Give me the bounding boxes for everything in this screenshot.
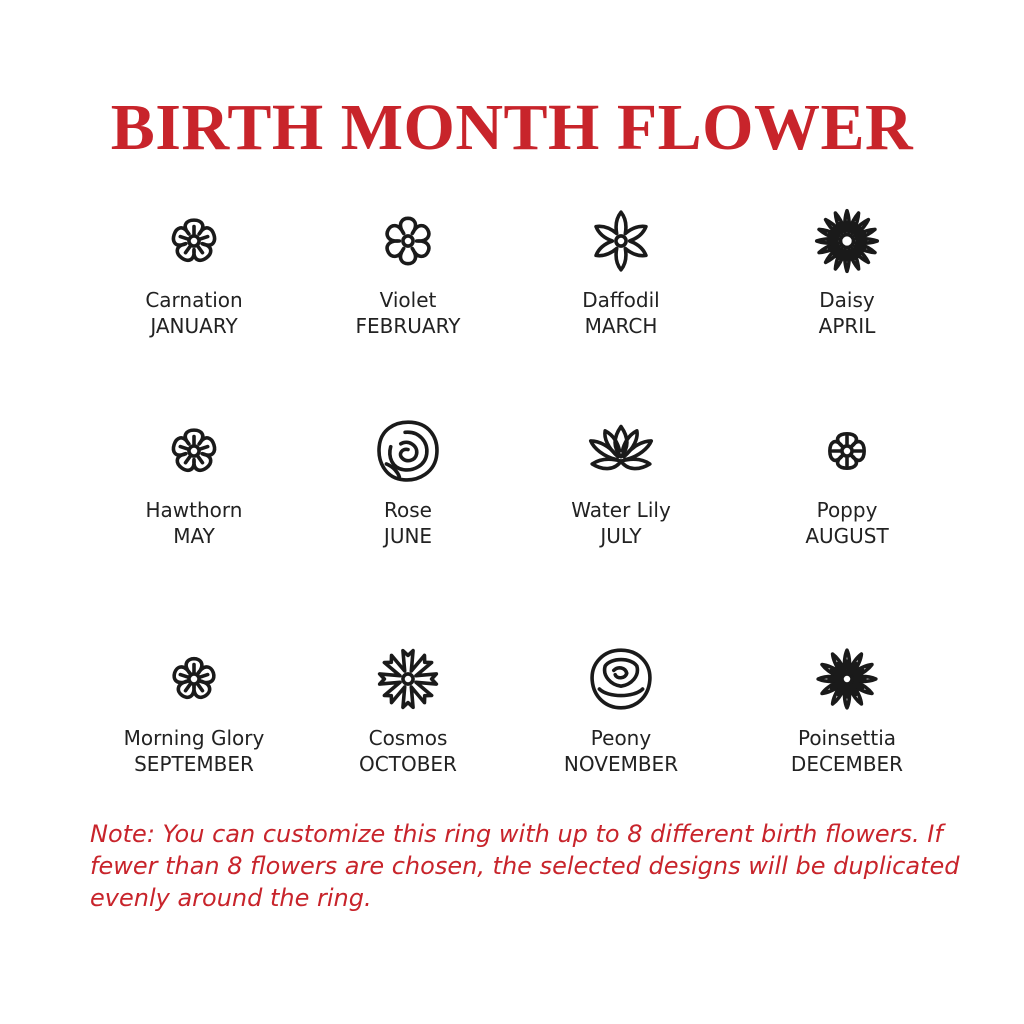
flower-name: Daffodil bbox=[582, 288, 660, 312]
hawthorn-icon bbox=[158, 415, 230, 487]
daisy-icon bbox=[811, 205, 883, 277]
flower-month: SEPTEMBER bbox=[134, 752, 254, 776]
cosmos-icon bbox=[372, 643, 444, 715]
flower-name: Poinsettia bbox=[797, 726, 897, 750]
flower-cell-rose bbox=[288, 415, 528, 549]
flower-cell-carnation bbox=[74, 205, 314, 339]
carnation-icon bbox=[158, 205, 230, 277]
flower-month: MARCH bbox=[584, 314, 658, 338]
flower-cell-poinsettia bbox=[727, 643, 967, 777]
flower-name: Poppy bbox=[816, 498, 878, 522]
flower-name: Carnation bbox=[145, 288, 243, 312]
flower-name: Morning Glory bbox=[123, 726, 265, 750]
page-title: BIRTH MONTH FLOWER bbox=[110, 91, 914, 164]
flower-month: OCTOBER bbox=[359, 752, 457, 776]
flower-month: FEBRUARY bbox=[355, 314, 461, 338]
flower-month: AUGUST bbox=[805, 524, 889, 548]
flower-month: JUNE bbox=[383, 524, 433, 548]
flower-cell-water-lily bbox=[501, 415, 741, 549]
flower-name: Cosmos bbox=[368, 726, 448, 750]
flower-name: Rose bbox=[384, 498, 432, 522]
flower-cell-morning-glory bbox=[74, 643, 314, 777]
flower-name: Hawthorn bbox=[145, 498, 243, 522]
flower-month: JULY bbox=[600, 524, 642, 548]
flower-month: MAY bbox=[173, 524, 215, 548]
violet-icon bbox=[372, 205, 444, 277]
flower-cell-violet bbox=[288, 205, 528, 339]
flower-cell-daffodil bbox=[501, 205, 741, 339]
flower-cell-poppy bbox=[727, 415, 967, 549]
flower-cell-cosmos bbox=[288, 643, 528, 777]
poppy-icon bbox=[811, 415, 883, 487]
daffodil-icon bbox=[585, 205, 657, 277]
flower-month: APRIL bbox=[818, 314, 876, 338]
flower-cell-daisy bbox=[727, 205, 967, 339]
morning-glory-icon bbox=[158, 643, 230, 715]
flower-cell-peony bbox=[501, 643, 741, 777]
flower-month: DECEMBER bbox=[790, 752, 904, 776]
flower-name: Peony bbox=[590, 726, 652, 750]
flower-cell-hawthorn bbox=[74, 415, 314, 549]
rose-icon bbox=[372, 415, 444, 487]
poinsettia-icon bbox=[811, 643, 883, 715]
peony-icon bbox=[585, 643, 657, 715]
flower-month: JANUARY bbox=[150, 314, 238, 338]
flower-name: Daisy bbox=[819, 288, 875, 312]
flower-name: Water Lily bbox=[571, 498, 671, 522]
water-lily-icon bbox=[585, 415, 657, 487]
flower-month: NOVEMBER bbox=[563, 752, 679, 776]
customization-note: Note: You can customize this ring with up to 8 different birth flowers. If fewer than 8 flowers are chosen, the selected designs will be duplicated evenly around the ring. bbox=[90, 820, 960, 912]
flower-name: Violet bbox=[379, 288, 437, 312]
